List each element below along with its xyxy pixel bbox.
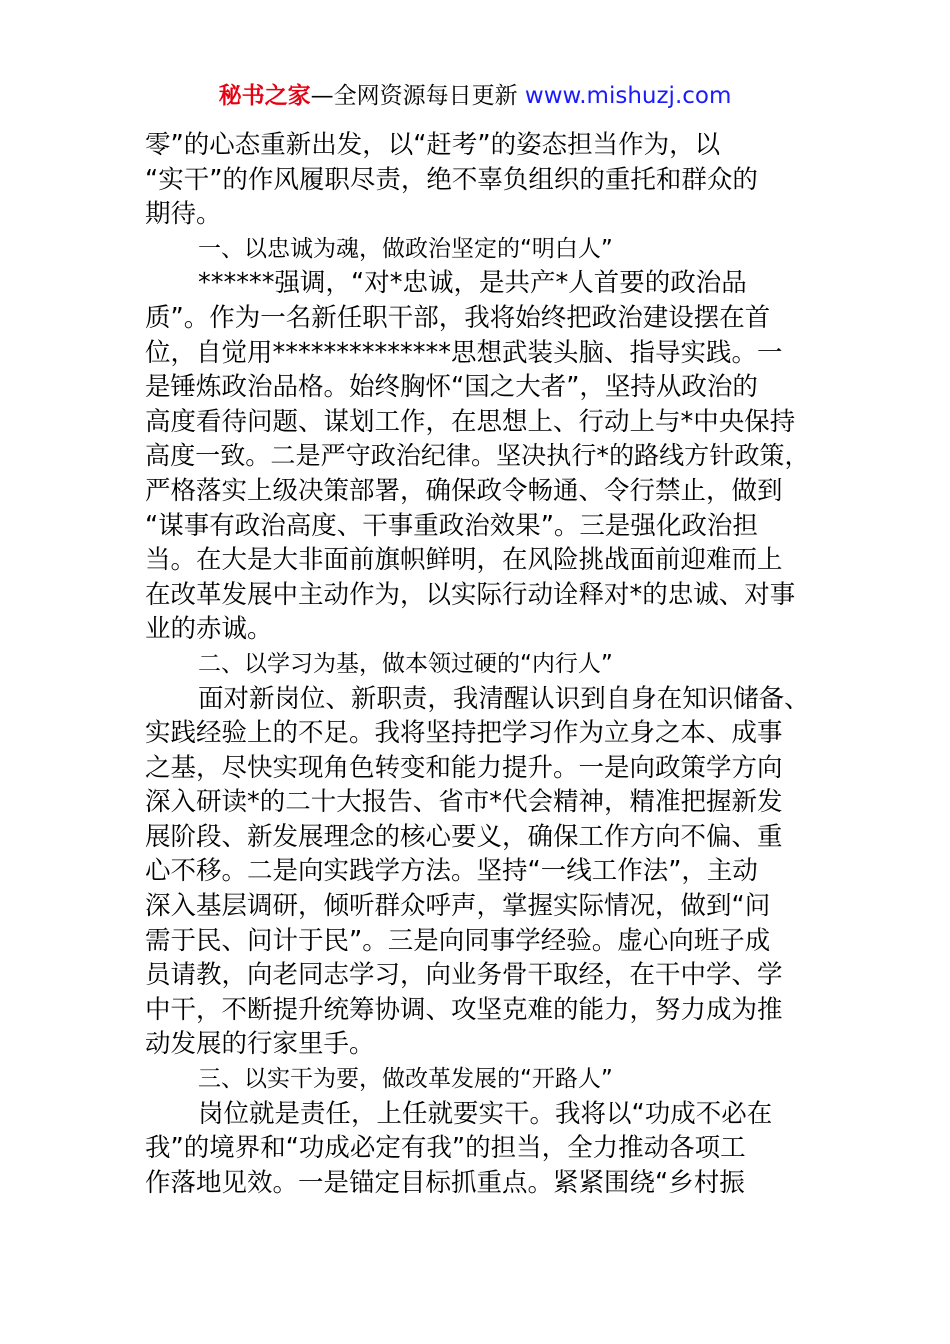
body-line: 高度一致。二是严守政治纪律。坚决执行*的路线方针政策， bbox=[145, 441, 810, 471]
site-header bbox=[0, 80, 950, 112]
body-line: “实干”的作风履职尽责，绝不辜负组织的重托和群众的 bbox=[145, 164, 758, 195]
body-line: 员请教，向老同志学习，向业务骨干取经，在干中学、学 bbox=[145, 960, 783, 991]
body-line: 深入研读*的二十大报告、省市*代会精神，精准把握新发 bbox=[145, 787, 783, 818]
body-line: 展阶段、新发展理念的核心要义，确保工作方向不偏、重 bbox=[145, 821, 783, 852]
section-heading: 一、以忠诚为魂，做政治坚定的“明白人” bbox=[198, 235, 613, 262]
site-brand: 秘书之家 bbox=[218, 83, 311, 109]
body-line: 需于民、问计于民”。三是向同事学经验。虚心向班子成 bbox=[145, 925, 771, 956]
body-line: 严格落实上级决策部署，确保政令畅通、令行禁止，做到 bbox=[145, 475, 783, 506]
paragraph-start: ******强调，“对*忠诚，是共产*人首要的政治品 bbox=[198, 268, 747, 299]
body-line: 作落地见效。一是锚定目标抓重点。紧紧围绕“乡村振 bbox=[145, 1167, 745, 1198]
body-line: 动发展的行家里手。 bbox=[145, 1029, 375, 1060]
body-line: 我”的境界和“功成必定有我”的担当，全力推动各项工 bbox=[145, 1133, 746, 1164]
body-line: 是锤炼政治品格。始终胸怀“国之大者”，坚持从政治的 bbox=[145, 372, 758, 403]
body-line: 中干，不断提升统筹协调、攻坚克难的能力，努力成为推 bbox=[145, 994, 783, 1025]
body-line: 零”的心态重新出发，以“赶考”的姿态担当作为，以 bbox=[145, 130, 721, 160]
body-line: 心不移。二是向实践学方法。坚持“一线工作法”，主动 bbox=[145, 856, 758, 887]
body-line: 在改革发展中主动作为，以实际行动诠释对*的忠诚、对事 bbox=[145, 579, 796, 610]
body-line: 实践经验上的不足。我将坚持把学习作为立身之本、成事 bbox=[145, 718, 783, 749]
section-heading: 三、以实干为要，做改革发展的“开路人” bbox=[198, 1066, 613, 1093]
body-line: 高度看待问题、谋划工作，在思想上、行动上与*中央保持 bbox=[145, 406, 796, 437]
body-line: 业的赤诚。 bbox=[145, 614, 273, 645]
document-body bbox=[145, 128, 810, 1200]
paragraph-start: 面对新岗位、新职责，我清醒认识到自身在知识储备、 bbox=[198, 683, 810, 714]
section-heading: 二、以学习为基，做本领过硬的“内行人” bbox=[198, 650, 613, 677]
body-line: 质”。作为一名新任职干部，我将始终把政治建设摆在首 bbox=[145, 302, 771, 333]
body-line: 位，自觉用**************思想武装头脑、指导实践。一 bbox=[145, 337, 783, 368]
body-line: 当。在大是大非面前旗帜鲜明，在风险挑战面前迎难而上 bbox=[145, 545, 783, 576]
body-line: 之基，尽快实现角色转变和能力提升。一是向政策学方向 bbox=[145, 752, 783, 783]
body-line: 期待。 bbox=[145, 199, 222, 230]
paragraph-start: 岗位就是责任，上任就要实干。我将以“功成不必在 bbox=[198, 1098, 773, 1129]
site-tagline: —全网资源每日更新 bbox=[310, 83, 525, 109]
site-url[interactable]: www.mishuzj.com bbox=[524, 83, 732, 109]
body-line: “谋事有政治高度、干事重政治效果”。三是强化政治担 bbox=[145, 510, 758, 541]
body-line: 深入基层调研，倾听群众呼声，掌握实际情况，做到“问 bbox=[145, 891, 771, 922]
